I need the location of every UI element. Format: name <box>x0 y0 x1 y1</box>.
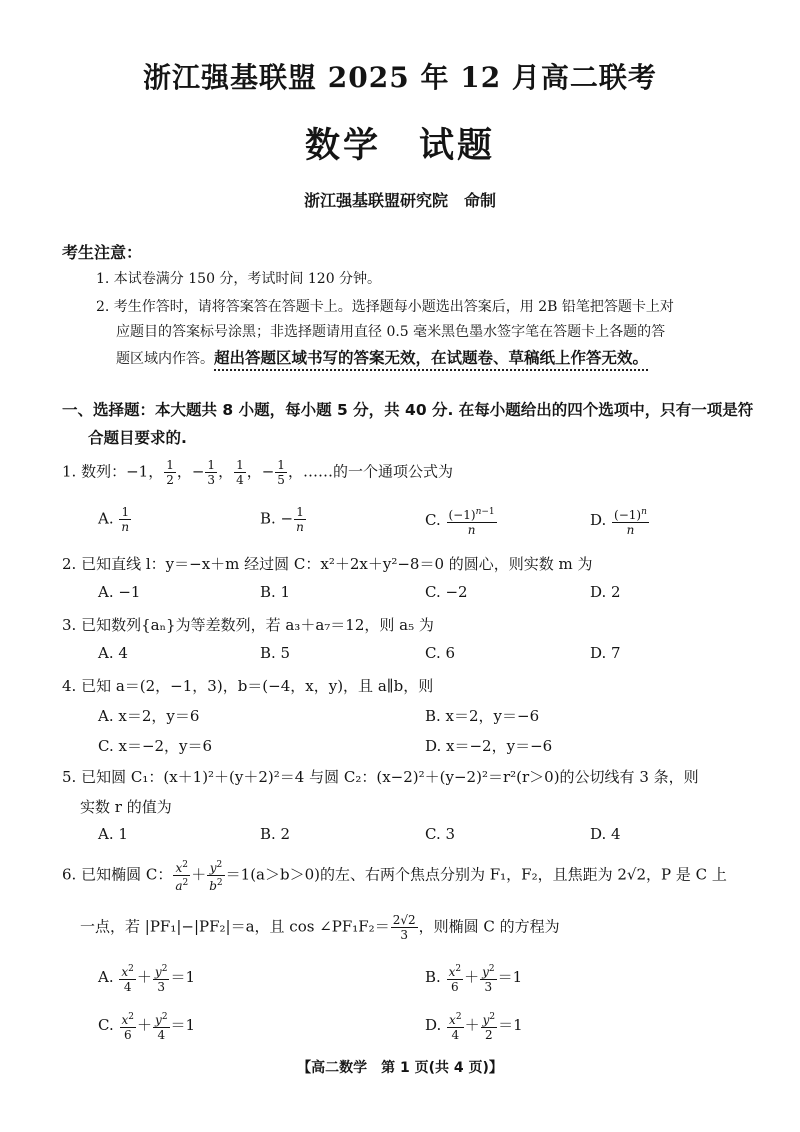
notice-item-2-line-2: 应题目的答案标号涂黑；非选择题请用直径 0.5 毫米黑色墨水签字笔在答题卡上各题的答 <box>116 324 666 340</box>
q6-line1-suffix: ＝1(a＞b＞0)的左、右两个焦点分别为 F₁，F₂，且焦距为 2√2，P 是 C 上 <box>225 865 727 884</box>
q5-option-b: B. 2 <box>260 825 291 843</box>
frac-1-4: $\frac{1}{4}$ <box>236 458 244 487</box>
question-5-stem-line-1: 5. 已知圆 C₁：(x＋1)²＋(y＋2)²＝4 与圆 C₂：(x−2)²＋(y−2)²＝r²(r＞0)的公切线有 3 条，则 <box>62 768 699 786</box>
q4-option-b: B. x＝2，y＝−6 <box>425 707 540 725</box>
q6-line1-prefix: 6. 已知椭圆 C： <box>62 865 173 884</box>
q6-option-a-label: A. <box>98 968 114 986</box>
q3-option-c: C. 6 <box>425 644 456 662</box>
q6-option-b: B. $\frac{x^2}{6}$ ＋ $\frac{y^2}{3}$ ＝1 <box>425 964 523 994</box>
q1-option-b-label: B. − <box>260 509 294 528</box>
frac-1-5: $\frac{1}{5}$ <box>277 458 285 487</box>
question-4-stem: 4. 已知 a＝(2，−1，3)，b＝(−4，x，y)，且 a∥b，则 <box>62 677 434 695</box>
subject-title: 数学 试题 <box>304 125 495 166</box>
q4-option-d: D. x＝−2，y＝−6 <box>425 737 553 755</box>
q4-option-a: A. x＝2，y＝6 <box>98 707 200 725</box>
exam-title: 浙江强基联盟 2025 年 12 月高二联考 <box>143 61 657 94</box>
q6-option-c: C. $\frac{x^2}{6}$ ＋ $\frac{y^2}{4}$ ＝1 <box>98 1012 196 1042</box>
question-1-stem: 1. 数列：−1， $\frac{1}{2}$ ，− $\frac{1}{3}$ ， $\frac{1}{4}$ ，− $\frac{1}{5}$ ，……的一个通项公式为 <box>62 458 453 487</box>
q3-option-d: D. 7 <box>590 644 621 662</box>
question-6-stem-line-2: 一点，若 |PF₁|−|PF₂|＝a，且 cos ∠PF₁F₂＝ $\frac{2√2}{3}$ ，则椭圆 C 的方程为 <box>80 913 560 942</box>
notice-item-2-line-3a: 题区域内作答。 <box>116 351 214 367</box>
question-3-stem: 3. 已知数列{aₙ}为等差数列，若 a₃＋a₇＝12，则 a₅ 为 <box>62 616 434 634</box>
q1-option-c: C. $\frac{(-1)^{n-1}}{n}$ <box>425 507 495 537</box>
q1-option-b: B. − $\frac{1}{n}$ <box>260 505 304 534</box>
page-footer: 【高二数学 第 1 页(共 4 页)】 <box>297 1060 503 1076</box>
section-1-heading-cont: 合题目要求的. <box>88 429 187 447</box>
q6-line2-prefix: 一点，若 |PF₁|−|PF₂|＝a，且 cos ∠PF₁F₂＝ <box>80 917 390 936</box>
q5-option-a: A. 1 <box>98 825 128 843</box>
q1-option-d-label: D. <box>590 511 607 529</box>
notice-item-2-line-3 <box>116 346 648 368</box>
q1-option-c-label: C. <box>425 511 441 529</box>
q2-option-d: D. 2 <box>590 583 621 601</box>
q6-option-a: A. $\frac{x^2}{4}$ ＋ $\frac{y^2}{3}$ ＝1 <box>98 964 195 994</box>
q6-option-b-label: B. <box>425 968 441 986</box>
q2-option-a: A. −1 <box>98 583 141 601</box>
q6-line2-suffix: ，则椭圆 C 的方程为 <box>418 917 560 936</box>
notice-heading: 考生注意： <box>62 243 143 262</box>
q2-option-b: B. 1 <box>260 583 291 601</box>
q2-option-c: C. −2 <box>425 583 468 601</box>
q3-option-b: B. 5 <box>260 644 291 662</box>
notice-warning: 超出答题区域书写的答案无效，在试题卷、草稿纸上作答无效。 <box>214 349 648 371</box>
q1-prefix: 1. 数列：−1， <box>62 462 164 481</box>
question-2-stem: 2. 已知直线 l：y＝−x＋m 经过圆 C：x²＋2x＋y²−8＝0 的圆心，则实数 m 为 <box>62 555 593 573</box>
question-6-stem-line-1: 6. 已知椭圆 C： $\frac{x^2}{a^2}$ ＋ $\frac{y^2}{b^2}$ ＝1(a＞b＞0)的左、右两个焦点分别为 F₁，F₂，且焦距为 2√2，P 是 C 上 <box>62 860 727 893</box>
frac-1-3: $\frac{1}{3}$ <box>207 458 216 487</box>
publisher-line: 浙江强基联盟研究院 命制 <box>303 191 496 210</box>
q5-option-c: C. 3 <box>425 825 456 843</box>
frac-1-2: $\frac{1}{2}$ <box>166 458 174 487</box>
q6-option-d: D. $\frac{x^2}{4}$ ＋ $\frac{y^2}{2}$ ＝1 <box>425 1012 523 1042</box>
q1-option-a: A. $\frac{1}{n}$ <box>98 505 130 534</box>
q1-suffix: ，……的一个通项公式为 <box>287 462 453 481</box>
notice-item-1: 1. 本试卷满分 150 分，考试时间 120 分钟。 <box>96 271 382 287</box>
q4-option-c: C. x＝−2，y＝6 <box>98 737 213 755</box>
q1-option-d: D. $\frac{(-1)^n}{n}$ <box>590 507 647 537</box>
notice-item-2-line-1: 2. 考生作答时，请将答案答在答题卡上。选择题每小题选出答案后，用 2B 铅笔把答题卡上对 <box>96 299 674 315</box>
q3-option-a: A. 4 <box>98 644 128 662</box>
q6-option-c-label: C. <box>98 1016 114 1034</box>
q5-option-d: D. 4 <box>590 825 621 843</box>
q1-option-a-label: A. <box>98 509 114 528</box>
section-1-heading: 一、选择题：本大题共 8 小题，每小题 5 分，共 40 分. 在每小题给出的四个选项中，只有一项是符 <box>62 401 754 419</box>
question-5-stem-line-2: 实数 r 的值为 <box>80 798 172 816</box>
q6-option-d-label: D. <box>425 1016 442 1034</box>
